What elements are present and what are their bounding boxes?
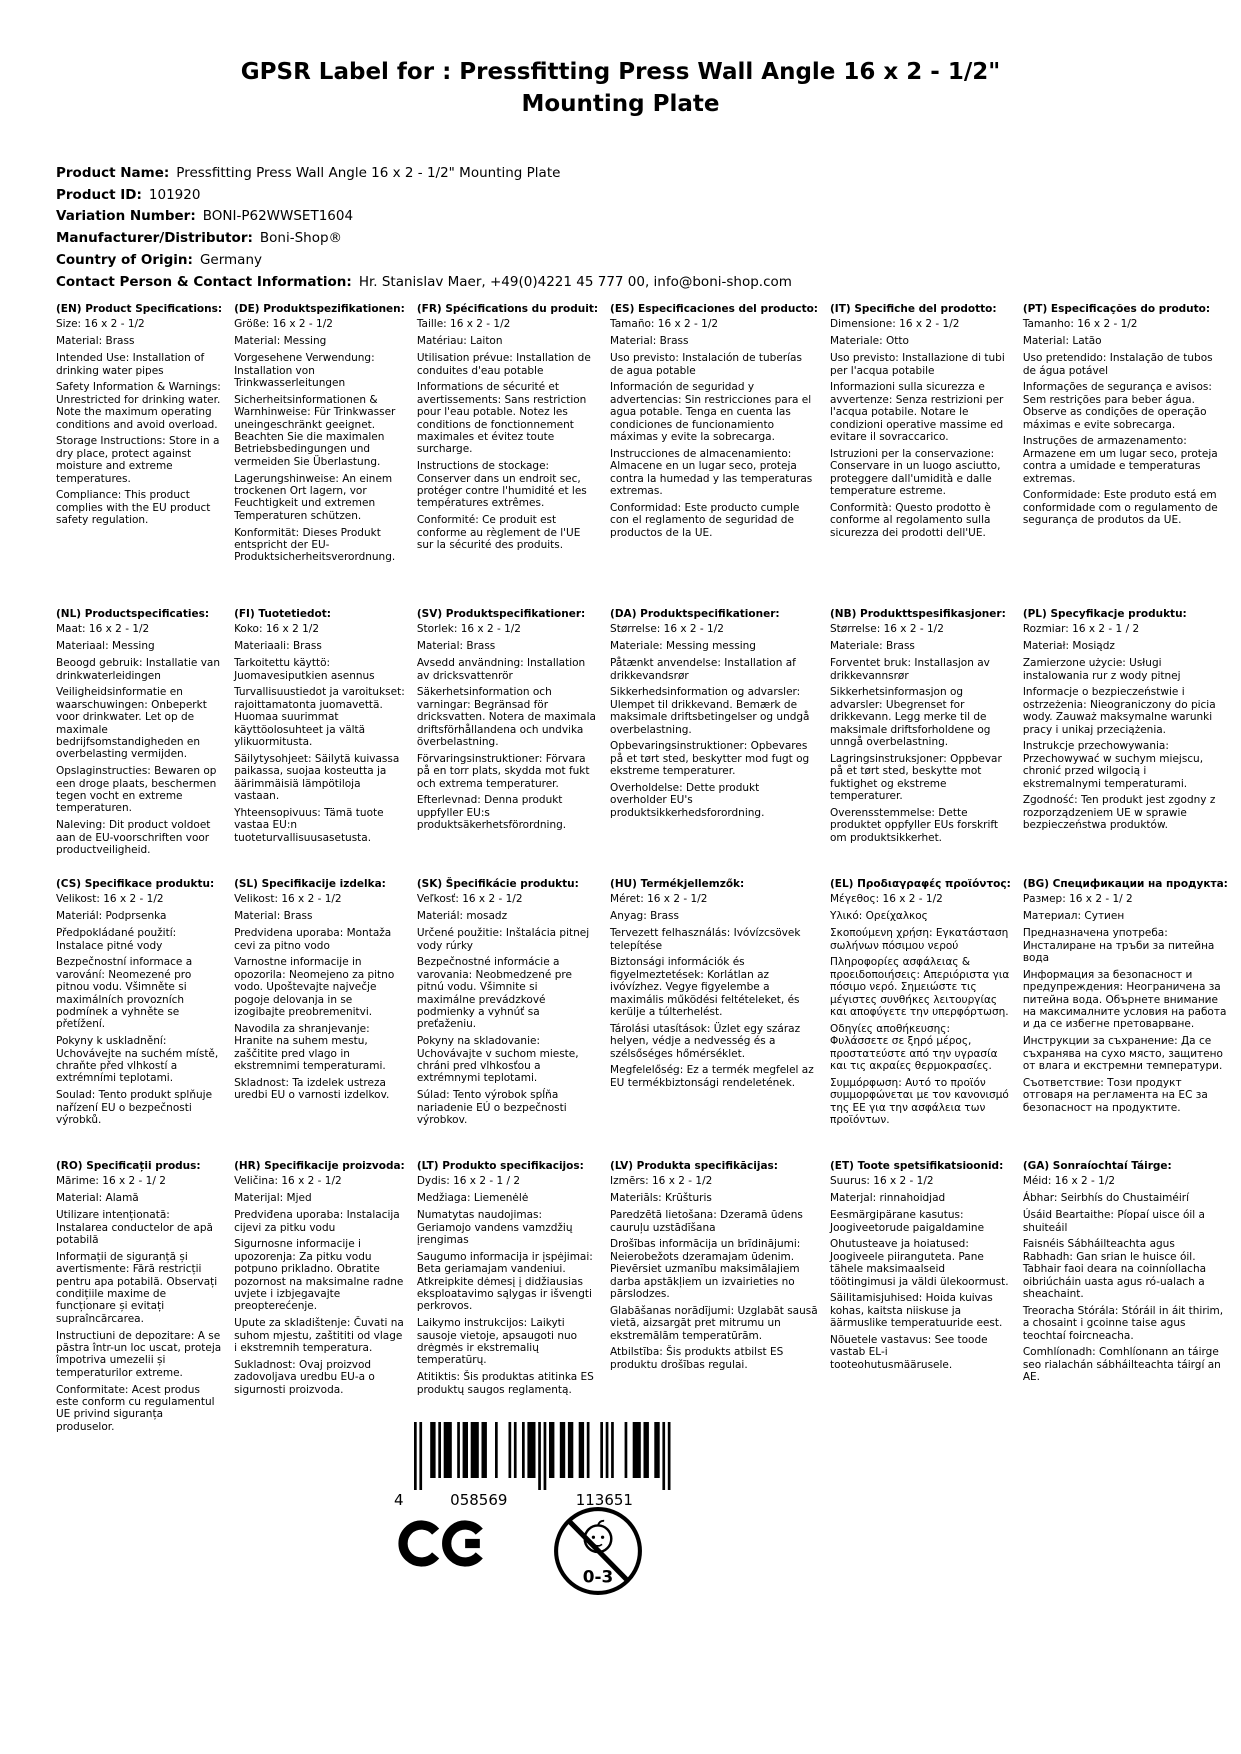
spec-header: (IT) Specifiche del prodotto: <box>830 303 997 315</box>
spec-paragraph: Megfelelőség: Ez a termék megfelel az EU termékbiztonsági rendeletének. <box>610 1064 814 1089</box>
spec-paragraph: Suurus: 16 x 2 - 1/2 <box>830 1175 934 1188</box>
spec-paragraph: Avsedd användning: Installation av dricksvattenrör <box>416 657 586 682</box>
spec-paragraph: Lagerungshinweise: An einem trockenen Ort lagern, vor Feuchtigkeit und extremen Temperaturen schützen. <box>234 472 393 522</box>
spec-paragraph: Méret: 16 x 2 - 1/2 <box>610 893 708 906</box>
spec-paragraph: Informations de sécurité et avertissements: Sans restriction pour l'eau potable. Notez les conditions de fonctionnement maximales et évitez toute surcharge. <box>416 381 587 456</box>
spec-header: (HU) Termékjellemzők: <box>610 878 745 890</box>
spec-paragraph: Informații de siguranță și avertismente: Fără restricții pentru apa potabilă. Observați condițiile maxime de funcționare și evitați supraîncărcarea. <box>56 1250 218 1325</box>
spec-paragraph: Opslaginstructies: Bewaren op een droge plaats, beschermen tegen vocht en extreme temperaturen. <box>56 765 217 815</box>
spec-paragraph: Varnostne informacije in opozorila: Neomejeno za pitno vodo. Upoštevajte največje pogoje delovanja in se izogibajte preobremenitvi. <box>234 956 395 1018</box>
spec-block-it <box>830 303 1011 608</box>
spec-paragraph: Material: Brass <box>234 910 313 923</box>
spec-paragraph: Conformidad: Este producto cumple con el reglamento de seguridad de productos de la UE. <box>610 501 800 539</box>
spec-paragraph: Soulad: Tento produkt splňuje nařízení EU o bezpečnosti výrobků. <box>56 1089 213 1126</box>
spec-paragraph: Úsáid Beartaithe: Píopaí uisce óil a shuiteáil <box>1022 1209 1205 1234</box>
spec-paragraph: Dimensione: 16 x 2 - 1/2 <box>830 318 960 331</box>
spec-paragraph: Materiale: Brass <box>830 640 915 653</box>
spec-block-nb <box>830 608 1011 878</box>
spec-paragraph: Matériau: Laiton <box>416 335 503 348</box>
ean13-barcode <box>388 1420 680 1510</box>
spec-block-pt <box>1023 303 1228 608</box>
spec-paragraph: Veiligheidsinformatie en waarschuwingen: Onbeperkt voor drinkwater. Let op de maximale bedrijfsomstandigheden en overbelasting vermijden. <box>56 686 207 761</box>
spec-paragraph: Dydis: 16 x 2 - 1 / 2 <box>416 1175 521 1188</box>
spec-paragraph: Materiál: Podprsenka <box>56 910 167 923</box>
spec-paragraph: Información de seguridad y advertencias: Sin restricciones para el agua potable. Tenga en cuenta las condiciones de funcionamiento máximas y evite la sobrecarga. <box>610 381 812 443</box>
product-info-value: Boni-Shop® <box>259 230 343 247</box>
spec-header: (GA) Sonraíochtaí Táirge: <box>1022 1160 1172 1172</box>
spec-header: (PT) Especificações do produto: <box>1022 303 1211 315</box>
spec-paragraph: Σκοπούμενη χρήση: Εγκατάσταση σωλήνων πόσιμου νερού <box>830 927 1009 952</box>
barcode-digits-left: 058569 <box>450 1491 508 1509</box>
barcode-bar <box>482 1422 487 1478</box>
spec-paragraph: Laikymo instrukcijos: Laikyti sausoje vietoje, apsaugoti nuo drėgmės ir ekstremalių temperatūrų. <box>416 1317 578 1367</box>
product-info-row <box>56 250 1185 272</box>
spec-paragraph: Material: Messing <box>234 335 327 348</box>
spec-paragraph: Материал: Сутиен <box>1022 910 1125 923</box>
age-range-label: 0-3 <box>582 1566 614 1587</box>
barcode-bar <box>419 1422 422 1490</box>
spec-paragraph: Ohutusteave ja hoiatused: Joogiveele piiranguteta. Pane tähele maksimaalseid töötingimusi ja väldi ülekoormust. <box>830 1238 1009 1288</box>
spec-header: (EL) Προδιαγραφές προϊόντος: <box>830 878 1011 890</box>
spec-paragraph: Material: Alamă <box>56 1192 139 1205</box>
age-warning-0-3-icon <box>552 1505 644 1597</box>
spec-paragraph: Säilitamisjuhised: Hoida kuivas kohas, kaitsta niiskuse ja äärmuslike temperatuuride eest. <box>830 1292 1003 1330</box>
spec-paragraph: Material: Latão <box>1022 335 1102 348</box>
spec-paragraph: Biztonsági információk és figyelmeztetések: Korlátlan az ivóvízhez. Vegye figyelembe a maximális működési feltételeket, és kerülje a túlterhelést. <box>610 956 800 1018</box>
product-info-value: BONI-P62WWSET1604 <box>202 208 354 225</box>
spec-header: (PL) Specyfikacje produktu: <box>1022 608 1187 620</box>
spec-paragraph: Overholdelse: Dette produkt overholder EU's produktsikkerhedsforordning. <box>610 782 765 819</box>
spec-paragraph: Ábhar: Seirbhís do Chustaiméirí <box>1022 1192 1190 1205</box>
spec-paragraph: Bezpečnostní informace a varování: Neomezené pro pitnou vodu. Všimněte si maximálních provozních podmínek a vyhněte se přetížení. <box>56 956 193 1031</box>
spec-paragraph: Glabāšanas norādījumi: Uzglabāt sausā vietā, aizsargāt pret mitrumu un ekstremālām temperatūrām. <box>610 1304 818 1342</box>
spec-block-en <box>56 303 222 608</box>
spec-paragraph: Utilisation prévue: Installation de conduites d'eau potable <box>416 352 591 377</box>
spec-header: (NB) Produkttspesifikasjoner: <box>830 608 1006 620</box>
spec-paragraph: Sigurnosne informacije i upozorenja: Za pitku vodu potpuno prikladno. Obratite pozornost na maksimalne radne uvjete i izbjegavajte preopterećenje. <box>234 1238 404 1313</box>
spec-header: (DE) Produktspezifikationen: <box>234 303 405 315</box>
spec-paragraph: Velikost: 16 x 2 - 1/2 <box>56 893 164 906</box>
spec-paragraph: Material: Brass <box>416 640 496 653</box>
spec-paragraph: Conformità: Questo prodotto è conforme al regolamento sulla sicurezza dei prodotti dell'UE. <box>830 501 991 539</box>
spec-paragraph: Materiale: Messing messing <box>610 640 756 653</box>
spec-block-da <box>610 608 818 878</box>
spec-header: (SV) Produktspecifikationer: <box>416 608 586 620</box>
product-info-row <box>56 272 1185 294</box>
spec-paragraph: Efterlevnad: Denna produkt uppfyller EU:s produktsäkerhetsförordning. <box>416 794 567 832</box>
spec-paragraph: Sikkerhetsinformasjon og advarsler: Ubegrenset for drikkevann. Legg merke til de maksimale driftsforholdene og unngå overbelastning. <box>830 686 991 748</box>
spec-paragraph: Instruções de armazenamento: Armazene em um lugar seco, proteja contra a umidade e temperaturas extremas. <box>1022 435 1218 485</box>
spec-paragraph: Lagringsinstruksjoner: Oppbevar på et tørt sted, beskytte mot fuktighet og ekstreme temperaturer. <box>830 752 1002 802</box>
barcode-bar <box>544 1422 547 1490</box>
spec-paragraph: Съответствие: Този продукт отговаря на регламента на ЕС за безопасност на продуктите. <box>1022 1076 1208 1114</box>
spec-block-et <box>830 1160 1011 1438</box>
spec-block-el <box>830 878 1011 1160</box>
spec-paragraph: Compliance: This product complies with the EU product safety regulation. <box>56 489 211 527</box>
spec-paragraph: Instrukcje przechowywania: Przechowywać w suchym miejscu, chronić przed wilgocią i ekstremalnymi temperaturami. <box>1022 740 1204 790</box>
spec-paragraph: Tarkoitettu käyttö: Juomavesiputkien asennus <box>234 657 375 682</box>
spec-paragraph: Atbilstība: Šis produkts atbilst ES produktu drošības regulai. <box>610 1346 784 1371</box>
product-info <box>56 163 1185 293</box>
spec-paragraph: Upute za skladištenje: Čuvati na suhom mjestu, zaštititi od vlage i ekstremnih temperatura. <box>234 1317 404 1354</box>
barcode-digits-right: 113651 <box>575 1491 633 1509</box>
spec-paragraph: Mărime: 16 x 2 - 1/ 2 <box>56 1175 166 1188</box>
spec-paragraph: Размер: 16 x 2 - 1/ 2 <box>1022 893 1133 906</box>
product-info-label: Product Name: <box>56 165 170 181</box>
spec-paragraph: Určené použitie: Inštalácia pitnej vody rúrky <box>416 927 590 952</box>
spec-paragraph: Sicherheitsinformationen & Warnhinweise: Für Trinkwasser uneingeschränkt geeignet. Beachten Sie die maximalen Betriebsbedingungen und vermeiden Sie Überlastung. <box>234 393 396 468</box>
spec-block-ro <box>56 1160 222 1438</box>
spec-paragraph: Sukladnost: Ovaj proizvod zadovoljava uredbu EU-a o sigurnosti proizvoda. <box>234 1358 375 1396</box>
spec-header: (RO) Specificații produs: <box>56 1160 201 1172</box>
spec-header: (ET) Toote spetsifikatsioonid: <box>830 1160 1004 1172</box>
product-info-row <box>56 228 1185 250</box>
product-info-label: Contact Person & Contact Information: <box>56 273 352 290</box>
spec-paragraph: Comhlíonadh: Comhlíonann an táirge seo rialachán sábháilteachta táirgí an AE. <box>1022 1346 1221 1384</box>
spec-paragraph: Paredzētā lietošana: Dzeramā ūdens cauruļu uzstādīšana <box>610 1209 803 1234</box>
spec-block-lv <box>610 1160 818 1438</box>
spec-paragraph: Materijal: Mjed <box>234 1192 312 1205</box>
barcode-bar <box>560 1422 565 1478</box>
spec-block-ga <box>1023 1160 1228 1438</box>
spec-paragraph: Säilytysohjeet: Säilytä kuivassa paikassa, suojaa kosteutta ja äärimmäisiä lämpötiloja vastaan. <box>234 752 400 802</box>
spec-header: (BG) Спецификации на продукта: <box>1022 878 1228 890</box>
spec-paragraph: Tamaño: 16 x 2 - 1/2 <box>610 318 719 331</box>
spec-paragraph: Συμμόρφωση: Αυτό το προϊόν συμμορφώνεται με τον κανονισμό της ΕΕ για την ασφάλεια των προϊόντων. <box>830 1076 1009 1126</box>
spec-paragraph: Tárolási utasítások: Üzlet egy száraz helyen, védje a nedvesség és a szélsőséges hőmérséklet. <box>610 1022 801 1060</box>
product-info-label: Variation Number: <box>56 208 196 225</box>
barcode-bar <box>527 1422 535 1478</box>
ce-mark-icon <box>398 1518 492 1569</box>
barcode-bar <box>438 1422 441 1478</box>
spec-block-cs <box>56 878 222 1160</box>
spec-header: (DA) Produktspecifikationer: <box>610 608 780 620</box>
spec-paragraph: Navodila za shranjevanje: Hranite na suhem mestu, zaščitite pred vlago in ekstremnimi temperaturami. <box>234 1022 386 1072</box>
barcode-digit-system: 4 <box>394 1491 404 1509</box>
spec-header: (ES) Especificaciones del producto: <box>610 303 818 315</box>
product-info-row <box>56 185 1185 207</box>
spec-paragraph: Beoogd gebruik: Installatie van drinkwaterleidingen <box>56 657 220 682</box>
spec-header: (LT) Produkto specifikacijos: <box>416 1160 584 1172</box>
spec-paragraph: Material: Brass <box>56 335 135 348</box>
spec-paragraph: Информация за безопасност и предупреждения: Неограничена за питейна вода. Обърнете внимание на максималните условия на работа и да се избегне претоварване. <box>1022 968 1227 1031</box>
product-info-value: Hr. Stanislav Maer, +49(0)4221 45 777 00, info@boni-shop.com <box>358 273 792 290</box>
barcode-bar <box>463 1422 468 1478</box>
spec-paragraph: Μέγεθος: 16 x 2 - 1/2 <box>830 893 943 906</box>
spec-header: (SL) Specifikacije izdelka: <box>234 878 386 890</box>
spec-paragraph: Förvaringsinstruktioner: Förvara på en torr plats, skydda mot fukt och extrema temperaturer. <box>416 752 590 790</box>
spec-header: (FI) Tuotetiedot: <box>234 608 331 620</box>
spec-paragraph: Turvallisuustiedot ja varoitukset: rajoittamatonta juomavettä. Huomaa suurimmat käyttöolosuhteet ja vältä ylikuormitusta. <box>234 686 405 748</box>
spec-paragraph: Material: Brass <box>610 335 689 348</box>
barcode-bar <box>414 1422 417 1490</box>
product-info-value: Germany <box>199 251 262 268</box>
spec-paragraph: Predviđena uporaba: Instalacija cijevi za pitku vodu <box>234 1209 400 1234</box>
spec-paragraph: Předpokládané použití: Instalace pitné vody <box>56 927 177 952</box>
spec-header: (SK) Špecifikácie produktu: <box>416 878 579 890</box>
barcode-bar <box>606 1422 609 1478</box>
spec-paragraph: Uso previsto: Installazione di tubi per l'acqua potabile <box>830 352 1005 377</box>
spec-paragraph: Storlek: 16 x 2 - 1/2 <box>416 623 521 636</box>
spec-paragraph: Πληροφορίες ασφάλειας & προειδοποιήσεις: Απεριόριστα για πόσιμο νερό. Σημειώστε τις μέγιστες συνθήκες λειτουργίας και αποφύγετε την υπερφόρτωση. <box>830 956 1010 1018</box>
spec-paragraph: Инструкции за съхранение: Да се съхранява на сухо място, защитено от влага и екстремни температури. <box>1022 1035 1223 1072</box>
barcode-bar <box>514 1422 517 1478</box>
spec-header: (NL) Productspecificaties: <box>56 608 210 620</box>
barcode-bar <box>668 1422 671 1490</box>
spec-paragraph: Uso pretendido: Instalação de tubos de água potável <box>1022 352 1213 377</box>
spec-paragraph: Materiāls: Krūšturis <box>610 1192 712 1205</box>
spec-paragraph: Taille: 16 x 2 - 1/2 <box>416 318 511 331</box>
barcode-bar <box>611 1422 614 1478</box>
spec-paragraph: Zgodność: Ten produkt jest zgodny z rozporządzeniem UE w sprawie bezpieczeństwa produktów. <box>1022 794 1216 832</box>
barcode-bar <box>625 1422 628 1478</box>
barcode-bar <box>509 1422 512 1478</box>
spec-block-es <box>610 303 818 608</box>
ce-letter-c <box>403 1525 436 1562</box>
spec-paragraph: Påtænkt anvendelse: Installation af drikkevandsrør <box>610 657 796 682</box>
spec-paragraph: Overensstemmelse: Dette produktet oppfyller EUs forskrift om produktsikkerhet. <box>830 806 999 844</box>
spec-paragraph: Conformidade: Este produto está em conformidade com o regulamento de segurança de produtos da UE. <box>1022 489 1218 527</box>
spec-paragraph: Instructiuni de depozitare: A se păstra într-un loc uscat, proteja împotriva umezelii și temperaturilor extreme. <box>56 1329 222 1379</box>
spec-paragraph: Størrelse: 16 x 2 - 1/2 <box>610 623 724 636</box>
spec-paragraph: Veličina: 16 x 2 - 1/2 <box>234 1175 342 1188</box>
barcode-bar <box>644 1422 649 1478</box>
spec-paragraph: Οδηγίες αποθήκευσης: Φυλάσσετε σε ξηρό μέρος, προστατεύστε από την υγρασία και τις ακραίες θερμοκρασίες. <box>830 1022 998 1072</box>
spec-paragraph: Saugumo informacija ir įspėjimai: Beta geriamajam vandeniui. Atkreipkite dėmesį į didžiausias eksploatavimo sąlygas ir išvengti perkrovos. <box>416 1250 593 1313</box>
spec-paragraph: Säkerhetsinformation och varningar: Begränsad för dricksvatten. Notera de maximala driftsförhållandena och undvika överbelastning. <box>416 686 596 748</box>
spec-paragraph: Naleving: Dit product voldoet aan de EU-voorschriften voor productveiligheid. <box>56 819 211 856</box>
spec-paragraph: Uso previsto: Instalación de tuberías de agua potable <box>610 352 802 377</box>
spec-block-sk <box>417 878 598 1160</box>
barcode-bar <box>538 1422 541 1490</box>
spec-paragraph: Instrucciones de almacenamiento: Almacene en un lugar seco, proteja contra la humedad y las temperaturas extremas. <box>610 447 813 497</box>
spec-block-bg <box>1023 878 1228 1160</box>
spec-paragraph: Conformité: Ce produit est conforme au règlement de l'UE sur la sécurité des produits. <box>416 514 581 551</box>
spec-paragraph: Bezpečnostné informácie a varovania: Neobmedzené pre pitnú vodu. Všimnite si maximálne prevádzkové podmienky a vyhnúť sa preťaženiu. <box>416 956 572 1031</box>
spec-paragraph: Tamanho: 16 x 2 - 1/2 <box>1022 318 1138 331</box>
spec-paragraph: Størrelse: 16 x 2 - 1/2 <box>830 623 944 636</box>
spec-paragraph: Informazioni sulla sicurezza e avvertenze: Senza restrizioni per l'acqua potabile. Notare le condizioni operative massime ed evitare il sovraccarico. <box>830 381 1004 443</box>
spec-paragraph: Pokyny k uskladnění: Uchovávejte na suchém místě, chraňte před vlhkostí a extrémními teplotami. <box>56 1035 219 1085</box>
barcode-bar <box>568 1422 573 1478</box>
spec-paragraph: Größe: 16 x 2 - 1/2 <box>234 318 333 331</box>
spec-paragraph: Zamierzone użycie: Usługi instalowania rur z wody pitnej <box>1022 657 1181 682</box>
spec-paragraph: Materjal: rinnahoidjad <box>830 1192 946 1205</box>
spec-paragraph: Konformität: Dieses Produkt entspricht der EU-Produktsicherheitsverordnung. <box>234 526 396 564</box>
spec-paragraph: Treoracha Stórála: Stóráil in áit thirim, a chosaint i gcoinne taise agus teochtaí foircneacha. <box>1022 1304 1224 1342</box>
barcode-bar <box>587 1422 590 1478</box>
spec-header: (HR) Specifikacije proizvoda: <box>234 1160 405 1172</box>
spec-paragraph: Medžiaga: Liemenėlė <box>416 1192 529 1205</box>
spec-grid <box>56 303 1228 1438</box>
product-info-label: Product ID: <box>56 186 142 203</box>
spec-paragraph: Rozmiar: 16 x 2 - 1 / 2 <box>1022 623 1140 636</box>
spec-paragraph: Предназначена употреба: Инсталиране на тръби за питейна вода <box>1022 927 1215 964</box>
spec-header: (CS) Specifikace produktu: <box>56 878 215 890</box>
spec-block-fi <box>234 608 405 878</box>
barcode-bar <box>654 1422 659 1478</box>
spec-paragraph: Skladnost: Ta izdelek ustreza uredbi EU o varnosti izdelkov. <box>234 1076 390 1102</box>
barcode-bar <box>600 1422 603 1478</box>
barcode-bar <box>633 1422 641 1478</box>
barcode-bar <box>549 1422 554 1478</box>
barcode-bar <box>579 1422 584 1478</box>
spec-paragraph: Yhteensopivuus: Tämä tuote vastaa EU:n tuoteturvallisuusasetusta. <box>234 806 384 844</box>
product-info-row <box>56 206 1185 228</box>
product-info-label: Manufacturer/Distributor: <box>56 230 253 247</box>
spec-paragraph: Atitiktis: Šis produktas atitinka ES produktų saugos reglamentą. <box>416 1371 594 1396</box>
spec-paragraph: Súlad: Tento výrobok spĺňa nariadenie EÚ o bezpečnosti výrobkov. <box>416 1089 567 1126</box>
spec-paragraph: Sikkerhedsinformation og advarsler: Ulempet til drikkevand. Bemærk de maksimale driftsbetingelser og undgå overbelastning. <box>610 686 810 736</box>
spec-paragraph: Safety Information & Warnings: Unrestricted for drinking water. Note the maximum operating conditions and avoid overload. <box>56 381 221 431</box>
spec-paragraph: Informacje o bezpieczeństwie i ostrzeżenia: Nieograniczony do picia wody. Zauważ maksymalne warunki pracy i unikaj przeciążenia. <box>1022 686 1216 736</box>
spec-paragraph: Intended Use: Installation of drinking water pipes <box>56 352 205 377</box>
spec-header: (FR) Spécifications du produit: <box>416 303 599 315</box>
spec-paragraph: Velikost: 16 x 2 - 1/2 <box>234 893 342 906</box>
spec-block-de <box>234 303 405 608</box>
barcode-bar <box>522 1422 525 1478</box>
spec-paragraph: Size: 16 x 2 - 1/2 <box>56 318 145 331</box>
spec-header: (EN) Product Specifications: <box>56 303 223 315</box>
barcode-bar <box>471 1422 479 1478</box>
spec-paragraph: Conformitate: Acest produs este conform cu regulamentul UE privind siguranța produselor. <box>56 1383 215 1433</box>
product-info-value: 101920 <box>148 186 201 203</box>
spec-paragraph: Maat: 16 x 2 - 1/2 <box>56 623 150 636</box>
spec-paragraph: Υλικό: Ορείχαλκος <box>830 910 928 923</box>
baby-eye-left <box>592 1536 595 1539</box>
spec-paragraph: Materiale: Otto <box>830 335 909 348</box>
spec-paragraph: Numatytas naudojimas: Geriamojo vandens vamzdžių įrengimas <box>416 1209 573 1246</box>
spec-block-sv <box>417 608 598 878</box>
spec-paragraph: Materiaali: Brass <box>234 640 322 653</box>
spec-paragraph: Utilizare intenționată: Instalarea conductelor de apă potabilă <box>56 1209 213 1246</box>
spec-paragraph: Predvidena uporaba: Montaža cevi za pitno vodo <box>234 927 392 952</box>
spec-paragraph: Pokyny na skladovanie: Uchovávajte v suchom mieste, chráni pred vlhkosťou a extrémnymi teplotami. <box>416 1035 579 1085</box>
spec-paragraph: Vorgesehene Verwendung: Installation von Trinkwasserleitungen <box>234 352 375 389</box>
spec-block-hr <box>234 1160 405 1438</box>
spec-paragraph: Nõuetele vastavus: See toode vastab EL-i tooteohutusmäärusele. <box>830 1334 988 1371</box>
product-info-row <box>56 163 1185 185</box>
barcode-bar <box>444 1422 452 1478</box>
spec-paragraph: Drošības informācija un brīdinājumi: Neierobežots dzeramajam ūdenim. Pievērsiet uzmanību maksimālajiem darba apstākļiem un izvairieties no pārslodzes. <box>610 1238 801 1300</box>
barcode-bar <box>457 1422 460 1478</box>
spec-paragraph: Izmērs: 16 x 2 - 1/2 <box>610 1175 713 1188</box>
spec-block-lt <box>417 1160 598 1438</box>
spec-paragraph: Storage Instructions: Store in a dry place, protect against moisture and extreme temperatures. <box>56 435 220 485</box>
spec-paragraph: Instructions de stockage: Conserver dans un endroit sec, protéger contre l'humidité et les températures extrêmes. <box>416 460 587 510</box>
barcode-bar <box>662 1422 665 1490</box>
spec-block-pl <box>1023 608 1228 878</box>
spec-paragraph: Méid: 16 x 2 - 1/2 <box>1022 1175 1116 1188</box>
barcode-bar <box>430 1422 435 1478</box>
spec-paragraph: Eesmärgipärane kasutus: Joogiveetorude paigaldamine <box>830 1209 985 1234</box>
spec-header: (LV) Produkta specifikācijas: <box>610 1160 779 1172</box>
spec-paragraph: Faisnéis Sábháilteachta agus Rabhadh: Gan srian le huisce óil. Tabhair faoi deara na coinníollacha oibriúcháin uasta agus ró-ualach a sheachaint. <box>1022 1238 1207 1300</box>
spec-block-nl <box>56 608 222 878</box>
spec-block-fr <box>417 303 598 608</box>
spec-block-sl <box>234 878 405 1160</box>
product-info-value: Pressfitting Press Wall Angle 16 x 2 - 1/2" Mounting Plate <box>176 165 561 181</box>
product-info-label: Country of Origin: <box>56 251 193 268</box>
spec-paragraph: Koko: 16 x 2 1/2 <box>234 623 320 636</box>
spec-block-hu <box>610 878 818 1160</box>
spec-paragraph: Forventet bruk: Installasjon av drikkevannsrør <box>830 657 990 682</box>
spec-paragraph: Materiaal: Messing <box>56 640 155 653</box>
spec-paragraph: Tervezett felhasználás: Ivóvízcsövek telepítése <box>610 927 801 952</box>
spec-paragraph: Informações de segurança e avisos: Sem restrições para beber água. Observe as condições de operação máximas e evite sobrecarga. <box>1022 381 1212 431</box>
barcode-bar <box>495 1422 498 1478</box>
baby-eye-right <box>601 1536 604 1539</box>
spec-paragraph: Opbevaringsinstruktioner: Opbevares på et tørt sted, beskytter mod fugt og ekstreme temperaturer. <box>610 740 810 778</box>
page-title: GPSR Label for : Pressfitting Press Wall Angle 16 x 2 - 1/2" Mounting Plate <box>240 59 1001 118</box>
spec-paragraph: Materiał: Mosiądz <box>1022 640 1115 653</box>
spec-paragraph: Materiál: mosadz <box>416 910 508 923</box>
spec-paragraph: Anyag: Brass <box>610 910 679 923</box>
spec-paragraph: Veľkosť: 16 x 2 - 1/2 <box>416 893 523 906</box>
spec-paragraph: Istruzioni per la conservazione: Conservare in un luogo asciutto, proteggere dall'umidità e dalle temperature estreme. <box>830 447 1001 497</box>
